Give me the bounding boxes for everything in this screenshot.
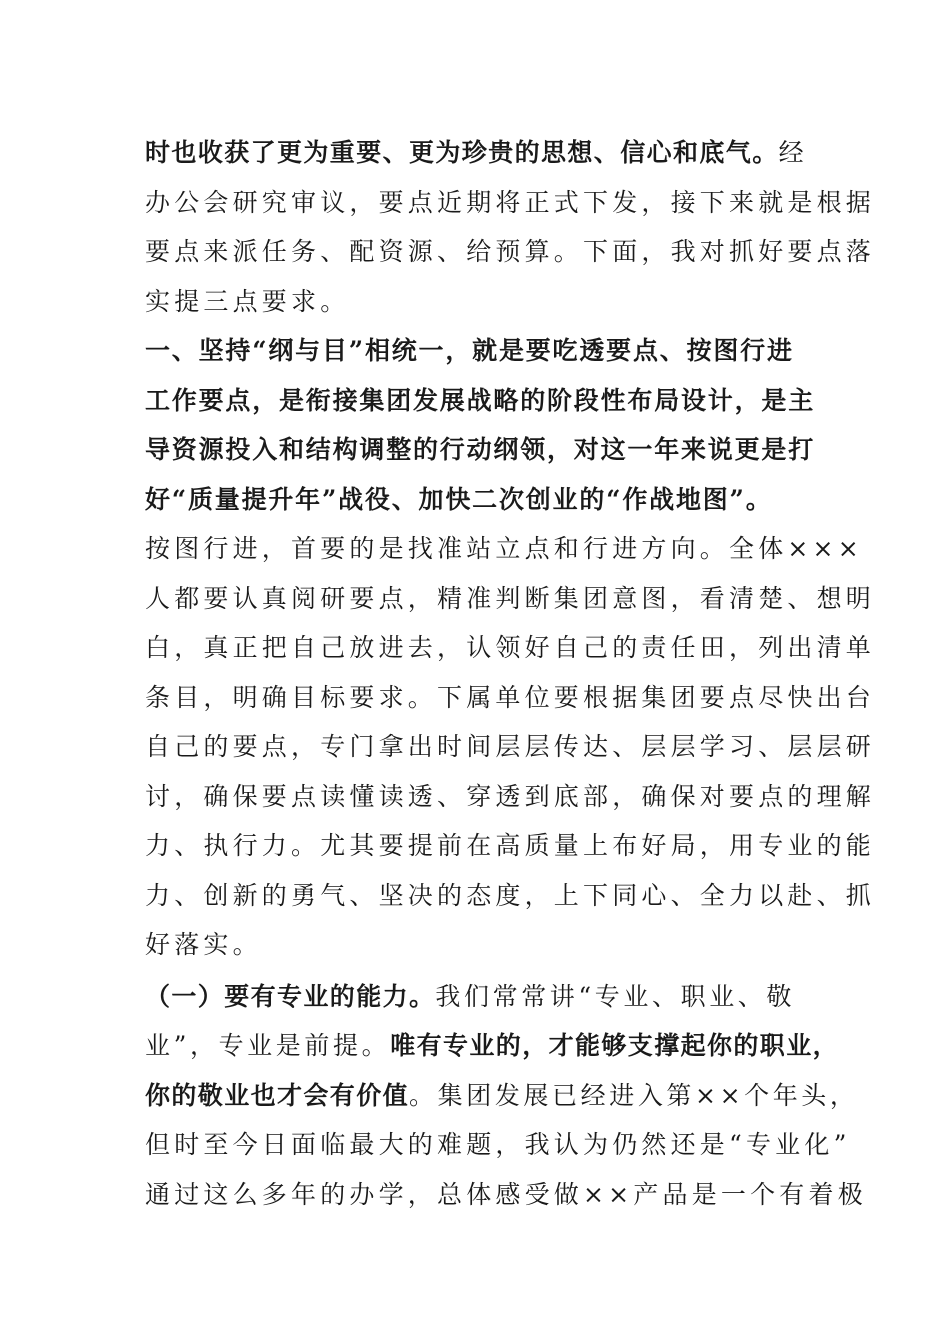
paragraph-line: 好落实。 bbox=[145, 930, 262, 959]
paragraph-line: 工作要点，是衔接集团发展战略的阶段性布局设计，是主 bbox=[145, 385, 816, 415]
body-text: 我们常常讲“专业、职业、敬 bbox=[435, 981, 795, 1011]
paragraph-line bbox=[145, 1021, 839, 1071]
paragraph-line: 导资源投入和结构调整的行动纲领，对这一年来说更是打 bbox=[145, 435, 816, 464]
paragraph-line: 好“质量提升年”战役、加快二次创业的“作战地图”。 bbox=[145, 484, 773, 514]
paragraph-line: 白，真正把自己放进去，认领好自己的责任田，列出清单 bbox=[145, 633, 876, 662]
paragraph-line: 力、创新的勇气、坚决的态度，上下同心、全力以赴、抓 bbox=[145, 880, 876, 910]
bold-text: 唯有专业的，才能够支撑起你的职业， bbox=[390, 1031, 839, 1060]
paragraph-line: 人都要认真阅研要点，精准判断集团意图，看清楚、想明 bbox=[145, 583, 876, 613]
paragraph-line: 条目，明确目标要求。下属单位要根据集团要点尽快出台 bbox=[145, 682, 876, 712]
paragraph-line: 通过这么多年的办学，总体感受做××产品是一个有着极 bbox=[145, 1179, 867, 1209]
paragraph-line: 实提三点要求。 bbox=[145, 286, 350, 316]
paragraph-line bbox=[145, 1071, 859, 1121]
paragraph-line: 讨，确保要点读懂读透、穿透到底部，确保对要点的理解 bbox=[145, 781, 876, 811]
paragraph-line bbox=[145, 128, 815, 178]
body-text: 业”，专业是前提。 bbox=[145, 1031, 391, 1060]
paragraph-line: 自己的要点，专门拿出时间层层传达、层层学习、层层研 bbox=[145, 732, 876, 761]
paragraph-line: 办公会研究审议，要点近期将正式下发，接下来就是根据 bbox=[145, 187, 876, 217]
subsection-heading: （一）要有专业的能力。 bbox=[145, 981, 436, 1011]
body-text: 。集团发展已经进入第××个年头， bbox=[409, 1080, 859, 1110]
paragraph-line: 力、执行力。尤其要提前在高质量上布好局，用专业的能 bbox=[145, 831, 876, 860]
paragraph-line: 要点来派任务、配资源、给预算。下面，我对抓好要点落 bbox=[145, 237, 876, 266]
bold-text: 你的敬业也才会有价值 bbox=[145, 1080, 410, 1110]
paragraph-line: 但时至今日面临最大的难题，我认为仍然还是“专业化” bbox=[145, 1130, 851, 1159]
section-heading: 一、坚持“纲与目”相统一，就是要吃透要点、按图行进 bbox=[145, 336, 794, 365]
paragraph-line bbox=[145, 972, 815, 1022]
bold-text: 时也收获了更为重要、更为珍贵的思想、信心和底气。 bbox=[145, 138, 779, 167]
body-text: 经 bbox=[778, 138, 808, 167]
document-body bbox=[145, 128, 876, 1219]
paragraph-line: 按图行进，首要的是找准站立点和行进方向。全体××× bbox=[145, 534, 863, 563]
